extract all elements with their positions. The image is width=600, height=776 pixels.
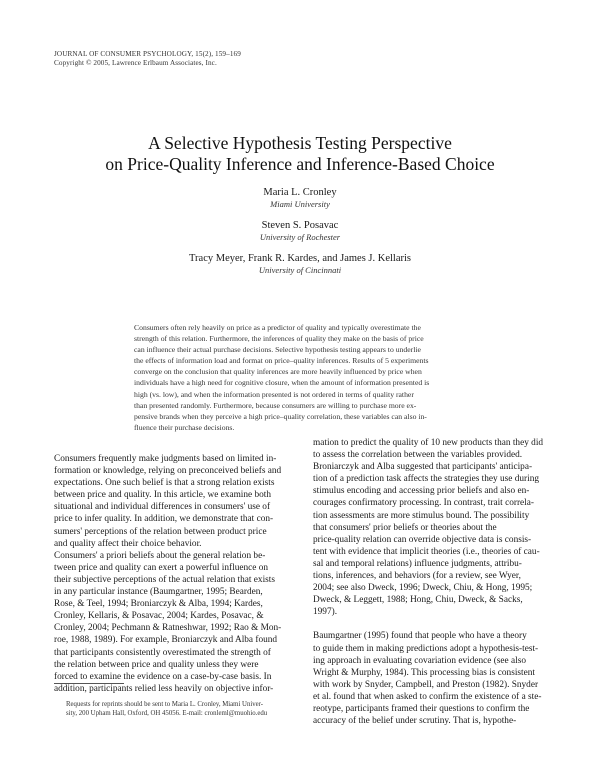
abstract-line: than presented randomly. Furthermore, because consumers are willing to purchase more ex- (134, 400, 417, 410)
footnote-divider (54, 683, 124, 684)
abstract-line: Consumers often rely heavily on price as a predictor of quality and typically overestimate the (134, 323, 421, 332)
body-line: forced to examine the evidence on a case-by-case basis. In (54, 671, 272, 682)
body-line: et al. found that when asked to confirm the existence of a ste- (313, 691, 542, 702)
author-name: Tracy Meyer, Frank R. Kardes, and James J. Kellaris (189, 253, 411, 264)
author-affiliation: Miami University (270, 199, 330, 209)
body-line: ing approach in evaluating covariation evidence (see also (313, 655, 526, 666)
body-line: formation or knowledge, relying on preconceived beliefs and (54, 466, 282, 477)
body-line: their subjective perceptions of the actual relation that exists (54, 574, 275, 585)
body-line: stimulus encoding and accessing prior beliefs and also en- (313, 486, 530, 497)
body-line: to guide them in making predictions adopt a hypothesis-test- (313, 643, 539, 654)
body-line: Wright & Murphy, 1984). This processing bias is consistent (313, 667, 535, 678)
body-line: between price and quality. In this article, we examine both (54, 490, 272, 501)
body-line: mation to predict the quality of 10 new products than they did (313, 438, 544, 448)
body-line: expectations. One such belief is that a strong relation exists (54, 478, 275, 489)
author-affiliation: University of Cincinnati (258, 265, 342, 275)
body-line: tween price and quality can exert a powerful influence on (54, 562, 268, 573)
body-line: accuracy of the belief under scrutiny. That is, hypothe- (313, 716, 517, 727)
body-line: with work by Snyder, Campbell, and Preston (1982). Snyder (313, 679, 539, 690)
author-affiliation: University of Rochester (259, 232, 341, 242)
abstract (134, 322, 468, 433)
body-line: tions, inferences, and behaviors (for a review, see Wyer, (313, 571, 521, 582)
body-line: situational and individual differences in consumers' use of (54, 502, 271, 513)
body-line: sal and temporal relations) influence judgments, attribu- (313, 558, 522, 569)
body-column-right (313, 437, 556, 727)
footnote-line: Requests for reprints should be sent to Maria L. Cronley, Miami Univer- (66, 701, 264, 708)
body-line: in any particular instance (Baumgartner, 1995; Bearden, (54, 587, 263, 598)
body-line: tent with evidence that implicit theories (i.e., theories of cau- (313, 546, 540, 557)
abstract-line: strength of this relation. Furthermore, the inferences of quality they make on the basis of price (134, 334, 424, 344)
copyright-line: Copyright © 2005, Lawrence Erlbaum Associates, Inc. (54, 59, 217, 67)
article-title (40, 133, 560, 175)
body-line: the relation between price and quality unless they were (54, 659, 259, 670)
body-line: Cronley, 2004; Pechmann & Ratneshwar, 1992; Rao & Mon- (54, 623, 282, 634)
journal-citation: JOURNAL OF CONSUMER PSYCHOLOGY, 15(2), 159–169 (54, 50, 241, 58)
body-line: that participants consistently overestimated the strength of (54, 647, 271, 658)
body-line: courages confirmatory processing. In contrast, trait correla- (313, 498, 534, 509)
abstract-line: converge on the conclusion that quality inferences are more heavily influenced by price when (134, 367, 422, 377)
body-line: price to infer quality. In addition, we demonstrate that con- (54, 514, 274, 525)
body-line: Consumers frequently make judgments based on limited in- (54, 454, 277, 464)
abstract-line: fluence their purchase decisions. (134, 422, 235, 432)
body-line: price-quality relation can override objective data is consis- (313, 534, 532, 545)
author-name: Steven S. Posavac (261, 220, 339, 231)
author-entry (100, 219, 500, 243)
body-line: Consumers' a priori beliefs about the general relation be- (54, 550, 266, 561)
body-line: addition, participants relied less heavily on objective infor- (54, 683, 274, 694)
body-line: Cronley, Kellaris, & Posavac, 2004; Kardes, Posavac, & (54, 611, 264, 622)
title-line: A Selective Hypothesis Testing Perspective (148, 133, 452, 153)
author-list (100, 186, 500, 285)
body-line: tion of a prediction task affects the strategies they use during (313, 474, 539, 485)
body-line: Baumgartner (1995) found that people who have a theory (313, 631, 527, 642)
body-line: Dweck, & Leggett, 1988; Hong, Chiu, Dweck, & Sacks, (313, 595, 523, 606)
author-entry (100, 252, 500, 276)
body-line: to assess the correlation between the variables provided. (313, 450, 523, 461)
abstract-line: pensive brands when they perceive a high price–quality correlation, these variables can also in- (134, 411, 427, 421)
body-line: reotype, participants framed their questions to confirm the (313, 703, 530, 714)
body-line: tion assessments are more stimulus bound. The possibility (313, 510, 530, 521)
author-entry (100, 186, 500, 210)
body-line: 1997). (313, 607, 338, 618)
journal-header (54, 50, 354, 68)
body-line: and quality affect their choice behavior. (54, 538, 202, 549)
body-line: that consumers' prior beliefs or theories about the (313, 522, 497, 533)
title-line: on Price-Quality Inference and Inference-Based Choice (105, 154, 495, 174)
body-line: Rose, & Teel, 1994; Broniarczyk & Alba, 1994; Kardes, (54, 599, 263, 610)
abstract-line: high (vs. low), and when the information presented is not ordered in terms of quality rather (134, 389, 414, 399)
abstract-line: individuals have a high need for cognitive closure, when the amount of information presented is (134, 378, 430, 388)
body-line: sumers' perceptions of the relation between product price (54, 526, 267, 537)
author-name: Maria L. Cronley (263, 187, 337, 198)
abstract-line: the effects of information load and format on price–quality inferences. Results of 5 experiments (134, 356, 429, 366)
footnote (66, 700, 296, 718)
body-line: roe, 1988, 1989). For example, Broniarczyk and Alba found (54, 635, 278, 646)
footnote-line: sity, 200 Upham Hall, Oxford, OH 45056. E-mail: cronleml@muohio.edu (66, 710, 268, 717)
body-line: 2004; see also Dweck, 1996; Dweck, Chiu, & Hong, 1995; (313, 583, 533, 594)
abstract-line: can influence their actual purchase decisions. Selective hypothesis testing appears to underlie (134, 345, 421, 355)
body-line: Broniarczyk and Alba suggested that participants' anticipa- (313, 462, 533, 473)
body-column-left (54, 453, 297, 695)
